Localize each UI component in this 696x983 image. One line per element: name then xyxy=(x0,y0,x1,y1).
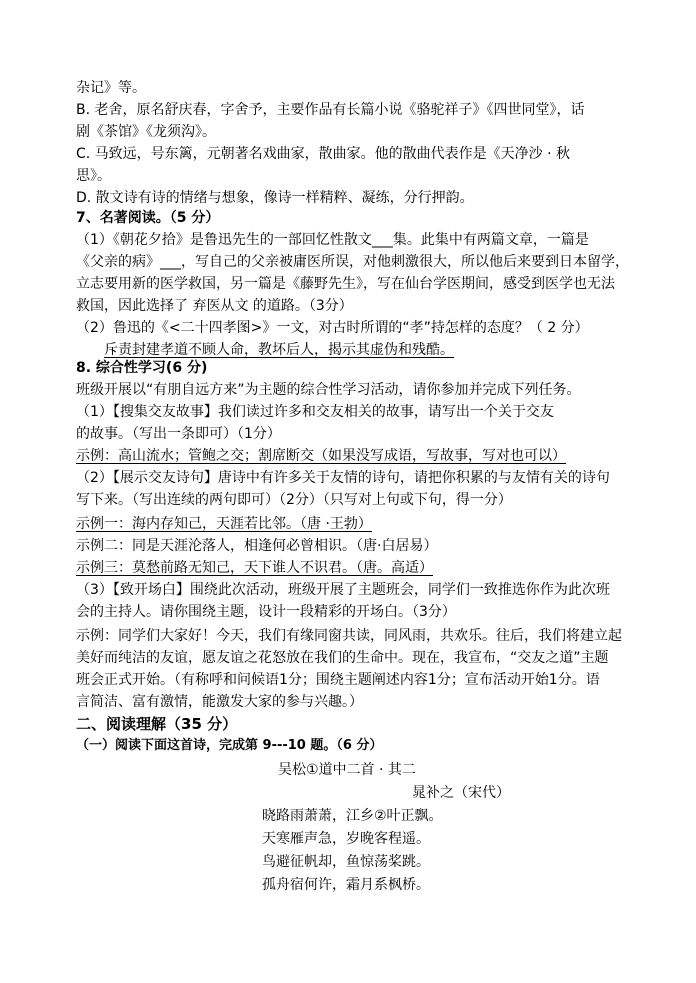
q7-part1-line1: （1）《朝花夕拾》是鲁迅先生的一部回忆性散文___集。此集中有两篇文章，一篇是 xyxy=(76,232,589,248)
question-7-heading: 7、名著阅读。（5 分） xyxy=(76,210,220,226)
poem-author: 晁补之（宋代） xyxy=(412,785,510,801)
q7-part1-line3: 立志要用新的医学救国，另一篇是《藤野先生》，写在仙台学医期间，感受到医学也无法 xyxy=(76,276,615,292)
q8-example-2: 示例二：同是天涯沦落人，相逢何必曾相识。（唐·白居易） xyxy=(76,538,438,554)
q7-part2-answer: 斥责封建孝道不顾人命，教坏后人，揭示其虚伪和残酷。 xyxy=(104,342,454,358)
poem-line-1: 晓路雨萧萧，江乡②叶正飘。 xyxy=(262,808,443,824)
poem-title: 吴松①道中二首 · 其二 xyxy=(278,762,416,778)
q8-part3-answer-line4: 言简洁、富有激情，能激发大家的参与兴趣。） xyxy=(76,694,363,710)
q8-intro: 班级开展以“有朋自远方来”为主题的综合性学习活动，请你参加并完成下列任务。 xyxy=(76,382,581,398)
question-8-heading: 8. 综合性学习(6 分) xyxy=(76,360,208,376)
q8-part3-answer-line3: 班会正式开始。（有称呼和问候语1分；围绕主题阐述内容1分；宣布活动开始1分。语 xyxy=(76,672,600,688)
q7-part2-question: （2）鲁迅的《<二十四孝图>》一文，对古时所谓的“孝”持怎样的态度？（ 2 分） xyxy=(76,320,589,336)
part-1-heading: （一）阅读下面这首诗，完成第 9---10 题。（6 分） xyxy=(76,738,383,753)
q7-part1-line4: 救国，因此选择了 弃医从文 的道路。（3分） xyxy=(76,298,353,314)
q8-part2-line1: （2）【展示交友诗句】唐诗中有许多关于友情的诗句，请把你积累的与友情有关的诗句 xyxy=(76,470,610,486)
section-2-heading: 二、阅读理解（35 分） xyxy=(76,715,238,733)
q8-example-1: 示例一：海内存知己，天涯若比邻。（唐 ·王勃） xyxy=(76,516,372,532)
q8-part1-answer: 示例：高山流水；管鲍之交；割席断交（如果没写成语，写故事，写对也可以） xyxy=(76,448,566,464)
option-d: D. 散文诗有诗的情绪与想象，像诗一样精粹、凝练，分行押韵。 xyxy=(76,190,474,206)
poem-line-4: 孤舟宿何许，霜月系枫桥。 xyxy=(262,877,430,893)
q8-part3-line2: 会的主持人。请你围绕主题，设计一段精彩的开场白。（3分） xyxy=(76,604,456,620)
q8-part1-line2: 的故事。（写出一条即可）（1分） xyxy=(76,426,281,442)
option-b-line2: 剧《茶馆》《龙须沟》。 xyxy=(76,124,216,140)
option-b-line1: B. 老舍，原名舒庆春，字舍予，主要作品有长篇小说《骆驼祥子》《四世同堂》，话 xyxy=(76,102,585,118)
q8-part3-answer-line2: 美好而纯洁的友谊，愿友谊之花怒放在我们的生命中。现在，我宣布，“交友之道”主题 xyxy=(76,650,609,666)
text-line: 杂记》等。 xyxy=(76,80,146,96)
q7-part1-line2: 《父亲的病》___，写自己的父亲被庸医所误，对他刺激很大，所以他后来要到日本留学， xyxy=(76,254,629,270)
q8-part1-line1: （1）【搜集交友故事】我们读过许多和交友相关的故事，请写出一个关于交友 xyxy=(76,404,554,420)
option-c-line2: 思》。 xyxy=(76,168,111,184)
q8-part3-answer-line1: 示例：同学们大家好！今天，我们有缘同窗共读，同风雨，共欢乐。往后，我们将建立起 xyxy=(76,628,622,644)
q8-part3-line1: （3）【致开场白】围绕此次活动，班级开展了主题班会，同学们一致推选你作为此次班 xyxy=(76,582,610,598)
option-c-line1: C. 马致远，号东篱，元朝著名戏曲家，散曲家。他的散曲代表作是《天净沙 · 秋 xyxy=(76,146,571,162)
poem-line-2: 天寒雁声急，岁晚客程遥。 xyxy=(262,831,430,847)
poem-line-3: 鸟避征帆却，鱼惊荡桨跳。 xyxy=(262,854,430,870)
q8-example-3: 示例三：莫愁前路无知己，天下谁人不识君。（唐。高适） xyxy=(76,560,433,576)
q8-part2-line2: 写下来。（写出连续的两句即可）（2分）（只写对上句或下句，得一分） xyxy=(76,492,512,508)
